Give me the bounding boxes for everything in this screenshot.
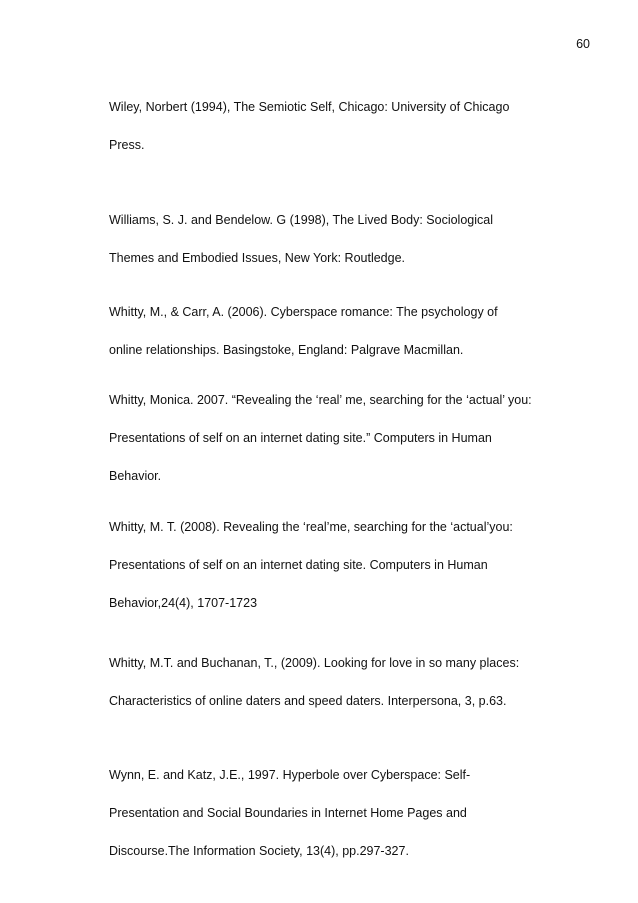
reference-entry: [109, 212, 579, 266]
reference-entry: [109, 655, 579, 709]
reference-entry: [109, 392, 579, 484]
reference-line: Williams, S. J. and Bendelow. G (1998), The Lived Body: Sociological: [109, 213, 493, 227]
reference-line: Press.: [109, 138, 145, 152]
reference-line: Presentations of self on an internet dating site.” Computers in Human: [109, 431, 492, 445]
reference-line: Wiley, Norbert (1994), The Semiotic Self, Chicago: University of Chicago: [109, 100, 510, 114]
reference-line: Presentations of self on an internet dating site. Computers in Human: [109, 558, 488, 572]
reference-entry: [109, 99, 579, 153]
reference-line: Discourse.The Information Society, 13(4), pp.297-327.: [109, 844, 409, 858]
reference-line: Whitty, Monica. 2007. “Revealing the ‘real’ me, searching for the ‘actual’ you:: [109, 393, 532, 407]
reference-line: Whitty, M., & Carr, A. (2006). Cyberspace romance: The psychology of: [109, 305, 498, 319]
reference-line: online relationships. Basingstoke, England: Palgrave Macmillan.: [109, 343, 464, 357]
reference-line: Behavior.: [109, 469, 162, 483]
reference-line: Themes and Embodied Issues, New York: Routledge.: [109, 251, 406, 265]
reference-line: Characteristics of online daters and speed daters. Interpersona, 3, p.63.: [109, 694, 507, 708]
reference-line: Whitty, M.T. and Buchanan, T., (2009). Looking for love in so many places:: [109, 656, 520, 670]
reference-line: Wynn, E. and Katz, J.E., 1997. Hyperbole over Cyberspace: Self-: [109, 768, 471, 782]
reference-entry: [109, 304, 579, 358]
reference-entry: [109, 767, 579, 859]
reference-entry: [109, 519, 579, 611]
reference-line: Behavior,24(4), 1707-1723: [109, 596, 258, 610]
reference-line: Whitty, M. T. (2008). Revealing the ‘real’me, searching for the ‘actual’you:: [109, 520, 513, 534]
page-number: 60: [576, 37, 590, 51]
reference-line: Presentation and Social Boundaries in Internet Home Pages and: [109, 806, 467, 820]
